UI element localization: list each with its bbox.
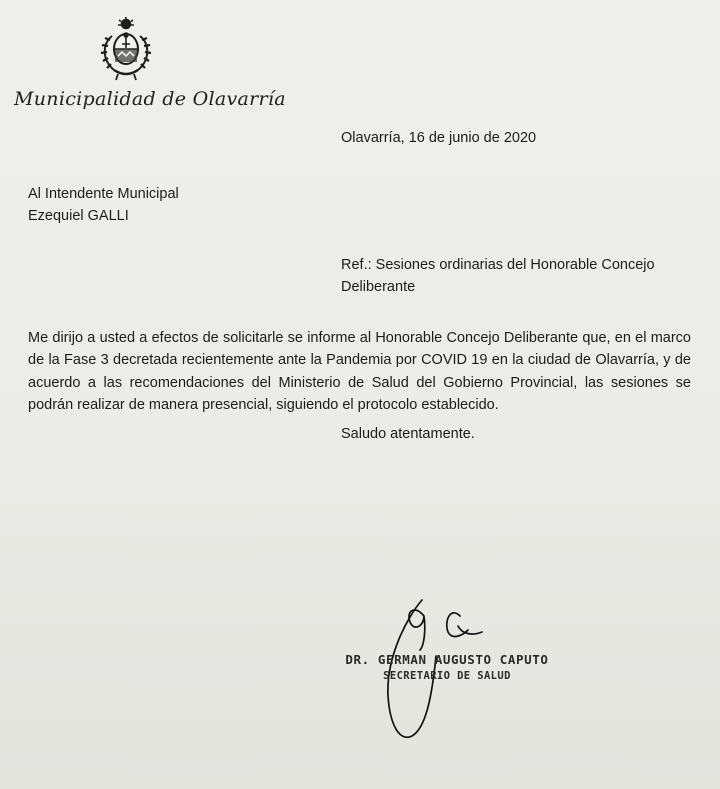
- recipient-block: [28, 183, 179, 227]
- closing-line: Saludo atentamente.: [341, 426, 475, 442]
- signatory-title: SECRETARIO DE SALUD: [383, 670, 511, 682]
- recipient-name: Ezequiel GALLI: [28, 208, 129, 224]
- signature-stamp: [324, 652, 570, 682]
- date-line: Olavarría, 16 de junio de 2020: [341, 130, 537, 146]
- letterhead-organization: Municipalidad de Olavarría: [14, 88, 286, 110]
- letter-body: Me dirijo a usted a efectos de solicitarle se informe al Honorable Concejo Deliberante que, en el marco de la Fase 3 decretada recientemente ante la Pandemia por COVID 19 en la ciudad de Olavarría, y de acuerdo a las recomendaciones del Ministerio de Salud del Gobierno Provincial, las sesiones se podrán realizar de manera presencial, siguiendo el protocolo establecido.: [28, 330, 691, 413]
- reference-line: [341, 254, 681, 298]
- signatory-name: DR. GERMAN AUGUSTO CAPUTO: [345, 652, 549, 667]
- coat-of-arms-icon: [94, 16, 158, 82]
- reference-text: Sesiones ordinarias del Honorable Concejo Deliberante: [341, 257, 655, 295]
- recipient-title: Al Intendente Municipal: [28, 186, 179, 202]
- reference-label: Ref.:: [341, 257, 372, 273]
